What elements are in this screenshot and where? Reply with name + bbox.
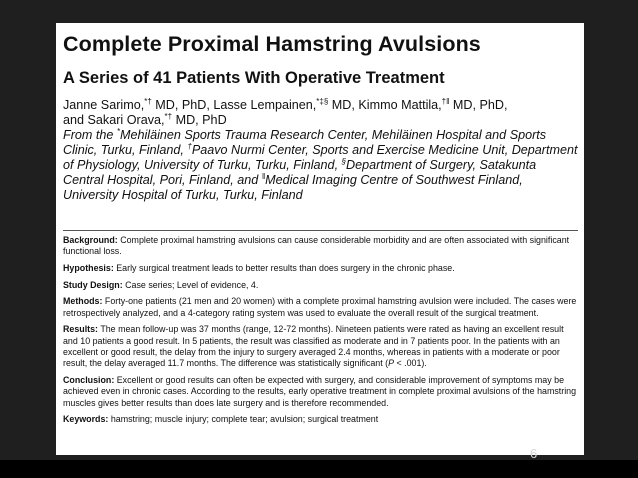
author-degree: MD, PhD, xyxy=(151,98,214,112)
abstract-keywords xyxy=(63,414,578,425)
author-name: Lasse Lempainen, xyxy=(213,98,317,112)
abstract-results xyxy=(63,324,578,369)
abstract-conclusion xyxy=(63,375,578,409)
affiliation-text: Paavo Nurmi Center, Sports and Exercise Medicine Unit, Department of Physiology, University of Turku, Turku, Finland, xyxy=(63,143,578,172)
slide-number: 6 xyxy=(530,446,538,461)
section-text: The mean follow-up was 37 months (range, 12-72 months). Nineteen patients were rated as having an excellent result and 10 patients a good result. In 5 patients, the result was classified as moderate and in 7 patients poor. In the patients with an excellent or good result, the delay from the injury to surgery averaged 2.4 months, whereas in patients with a moderate or poor result, the delay averaged 11.7 months. The difference was statistically significant ( xyxy=(63,324,564,369)
paper-subtitle: A Series of 41 Patients With Operative Treatment xyxy=(63,69,445,87)
section-text: Complete proximal hamstring avulsions can cause considerable morbidity and are often associated with significant functional loss. xyxy=(63,235,570,257)
abstract-methods xyxy=(63,296,578,319)
author-affil-mark: *† xyxy=(144,96,152,106)
paper-excerpt xyxy=(56,23,584,455)
section-text: Forty-one patients (21 men and 20 women) with a complete proximal hamstring avulsion were included. The cases were retrospectively analyzed, and a 4-category rating system was used to evaluate the overall result of the surgical treatment. xyxy=(63,296,577,318)
section-text: Excellent or good results can often be expected with surgery, and considerable improvement of symptoms may be achieved even in chronic cases. According to the results, early operative treatment in complete proximal avulsions of the hamstring muscles gives better results than does late surgery and is therefore recommended. xyxy=(63,374,577,408)
abstract xyxy=(63,235,578,426)
affil-mark: ǁ xyxy=(261,171,266,181)
section-text: < .001). xyxy=(394,358,427,369)
affiliation-text: Department of Surgery, Satakunta Central Hospital, Pori, Finland, and xyxy=(63,158,537,187)
paper-title: Complete Proximal Hamstring Avulsions xyxy=(63,32,481,56)
author-degree: MD, xyxy=(328,98,359,112)
section-label: Methods: xyxy=(63,296,103,307)
author-degree: MD, PhD, xyxy=(449,98,508,112)
section-divider xyxy=(63,230,578,231)
section-text: Case series; Level of evidence, 4. xyxy=(122,279,259,290)
author-name: Janne Sarimo, xyxy=(63,98,145,112)
author-affil-mark: *‡§ xyxy=(316,96,329,106)
section-label: Hypothesis: xyxy=(63,262,114,273)
bottom-bar xyxy=(0,460,638,478)
section-label: Keywords: xyxy=(63,414,109,425)
author-name: and Sakari Orava, xyxy=(63,113,165,127)
author-degree: MD, PhD xyxy=(172,113,227,127)
affil-mark: † xyxy=(187,141,192,151)
author-name: Kimmo Mattila, xyxy=(358,98,442,112)
abstract-hypothesis xyxy=(63,263,578,274)
affiliation-text: From the xyxy=(63,128,117,142)
section-label: Conclusion: xyxy=(63,374,115,385)
abstract-study-design xyxy=(63,280,578,291)
affil-mark: § xyxy=(341,156,347,166)
author-affil-mark: *† xyxy=(164,111,173,121)
author-affil-mark: †ǁ xyxy=(441,96,450,106)
section-text: Early surgical treatment leads to better results than does surgery in the chronic phase. xyxy=(113,262,455,273)
section-label: Results: xyxy=(63,324,99,335)
section-label: Study Design: xyxy=(63,279,123,290)
affiliation-text: Medical Imaging Centre of Southwest Finland, University Hospital of Turku, Turku, Finland xyxy=(63,173,523,202)
affiliations xyxy=(63,128,578,203)
author-list xyxy=(63,98,578,128)
section-text: hamstring; muscle injury; complete tear; avulsion; surgical treatment xyxy=(108,414,379,425)
abstract-background xyxy=(63,235,578,258)
section-label: Background: xyxy=(63,235,118,245)
p-value-symbol: P xyxy=(388,358,395,369)
affiliation-text: Mehiläinen Sports Trauma Research Center, Mehiläinen Hospital and Sports Clinic, Turku, Finland, xyxy=(63,128,547,157)
affil-mark: * xyxy=(116,126,121,136)
